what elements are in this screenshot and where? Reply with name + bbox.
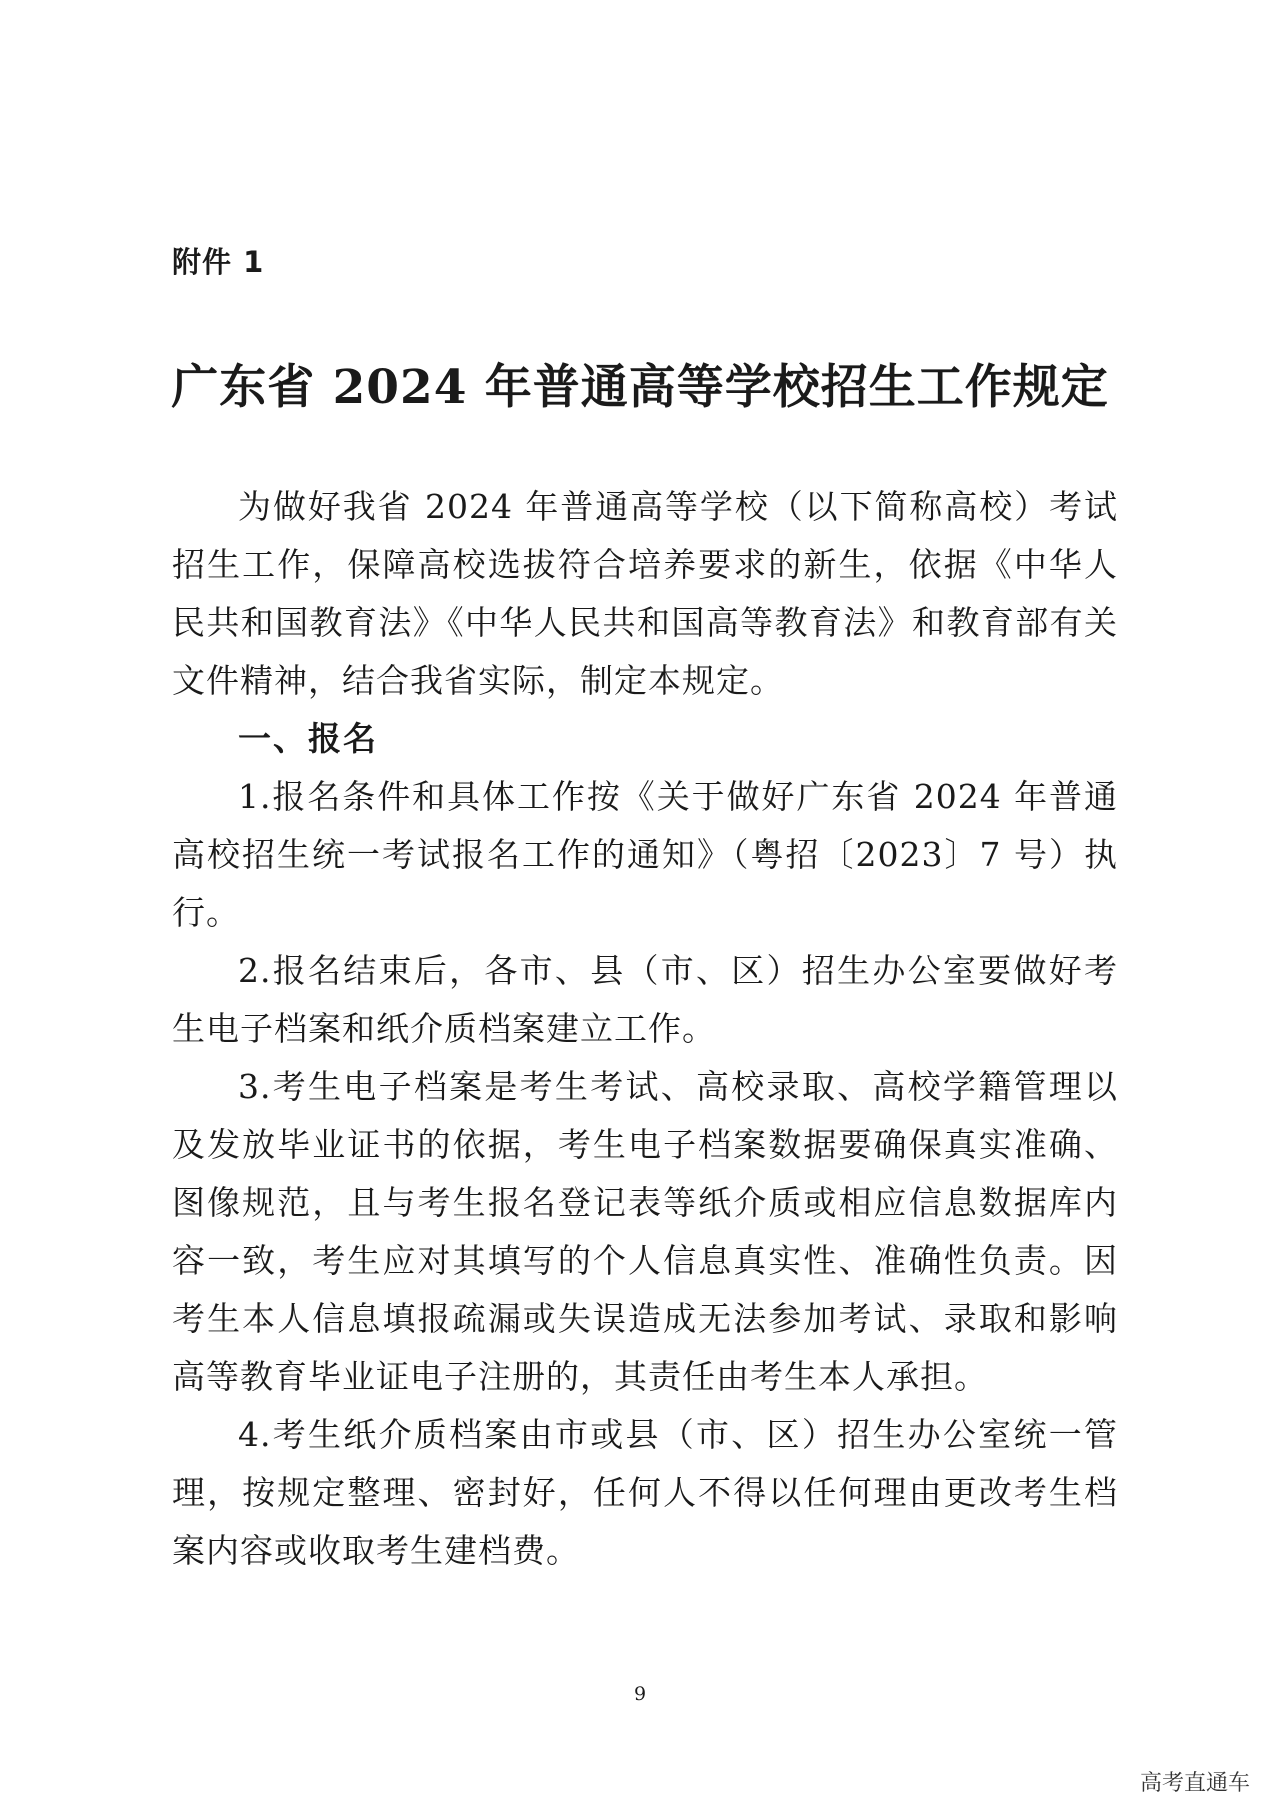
document-body	[172, 478, 1118, 1580]
clause-2-paragraph: 2.报名结束后，各市、县（市、区）招生办公室要做好考生电子档案和纸介质档案建立工作。	[172, 951, 1118, 1048]
document-title: 广东省 2024 年普通高等学校招生工作规定	[171, 360, 1109, 415]
section-heading-registration: 一、报名	[238, 719, 378, 758]
page-number: 9	[633, 1683, 647, 1705]
clause-1-paragraph: 1.报名条件和具体工作按《关于做好广东省 2024 年普通高校招生统一考试报名工作的通知》（粤招〔2023〕7 号）执行。	[172, 777, 1118, 932]
watermark-text: 高考直通车	[1139, 1771, 1250, 1796]
clause-4-paragraph: 4.考生纸介质档案由市或县（市、区）招生办公室统一管理，按规定整理、密封好，任何人不得以任何理由更改考生档案内容或收取考生建档费。	[172, 1415, 1118, 1570]
clause-3-paragraph: 3.考生电子档案是考生考试、高校录取、高校学籍管理以及发放毕业证书的依据，考生电子档案数据要确保真实准确、图像规范，且与考生报名登记表等纸介质或相应信息数据库内容一致，考生应对其填写的个人信息真实性、准确性负责。因考生本人信息填报疏漏或失误造成无法参加考试、录取和影响高等教育毕业证电子注册的，其责任由考生本人承担。	[172, 1067, 1118, 1396]
attachment-label: 附件 1	[172, 245, 265, 279]
intro-paragraph: 为做好我省 2024 年普通高等学校（以下简称高校）考试招生工作，保障高校选拔符合培养要求的新生，依据《中华人民共和国教育法》《中华人民共和国高等教育法》和教育部有关文件精神，结合我省实际，制定本规定。	[172, 487, 1118, 700]
